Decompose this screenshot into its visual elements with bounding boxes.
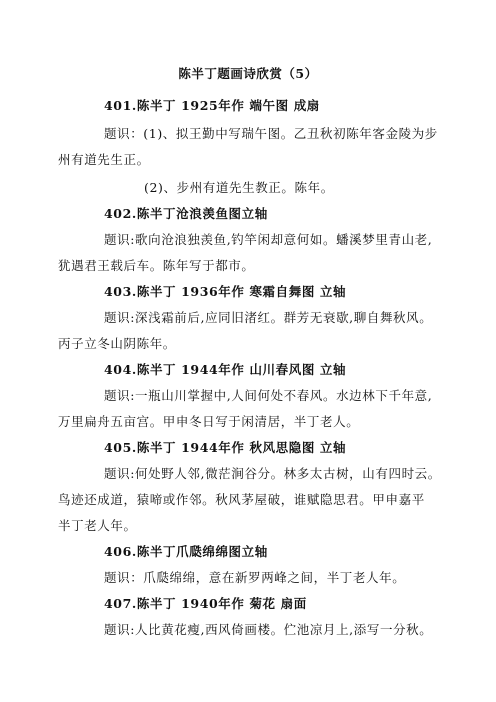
entry-402-inscription: 题识:歌向沧浪独羡鱼,钓竿闲却意何如。蟠溪梦里青山老, [104,232,433,247]
entry-407-inscription: 题识:人比黄花瘦,西风倚画楼。伫池凉月上,添写一分秋。 [104,622,433,637]
entry-404-inscription-cont: 万里扁舟五亩宫。甲申冬日写于闲清居，半丁老人。 [58,414,360,429]
entry-401-inscription-2: (2)、步州有道先生教正。陈年。 [144,180,334,195]
entry-404-inscription: 题识:一瓶山川掌握中,人间何处不春风。水边林下千年意, [104,388,433,403]
entry-403-inscription: 题识:深浅霜前后,应同旧渚红。群芳无衰歇,聊自舞秋风。 [104,310,433,325]
entry-403-inscription-cont: 丙子立冬山阴陈年。 [58,336,176,351]
entry-405-inscription-cont-2: 半丁老人年。 [58,518,137,533]
entry-401-inscription-cont: 州有道先生正。 [58,152,150,167]
entry-404-heading: 404.陈半丁 1944年作 山川春风图 立轴 [104,362,347,377]
entry-403-heading: 403.陈半丁 1936年作 寒霜自舞图 立轴 [104,284,347,299]
entry-406-inscription: 题识：爪瓞绵绵，意在新罗两峰之间，半丁老人年。 [104,570,406,585]
page-title: 陈半丁题画诗欣赏（5） [178,66,318,81]
entry-407-heading: 407.陈半丁 1940年作 菊花 扇面 [104,596,307,611]
entry-405-heading: 405.陈半丁 1944年作 秋风思隐图 立轴 [104,440,347,455]
entry-401-heading: 401.陈半丁 1925年作 端午图 成扇 [104,98,320,113]
entry-405-inscription: 题识:何处野人邻,微茫涧谷分。林多太古树，山有四时云。 [104,466,441,481]
entry-402-heading: 402.陈半丁沧浪羡鱼图立轴 [104,206,268,221]
entry-406-heading: 406.陈半丁爪瓞绵绵图立轴 [104,544,268,559]
entry-405-inscription-cont: 鸟迹还成道，猿啼或作邻。秋风茅屋破，谁赋隐思君。甲申嘉平 [58,492,425,507]
entry-402-inscription-cont: 犹遇君王载后车。陈年写于都市。 [58,258,255,273]
entry-401-inscription: 题识：(1)、拟王勤中写瑞午图。乙丑秋初陈年客金陵为步 [104,126,438,141]
